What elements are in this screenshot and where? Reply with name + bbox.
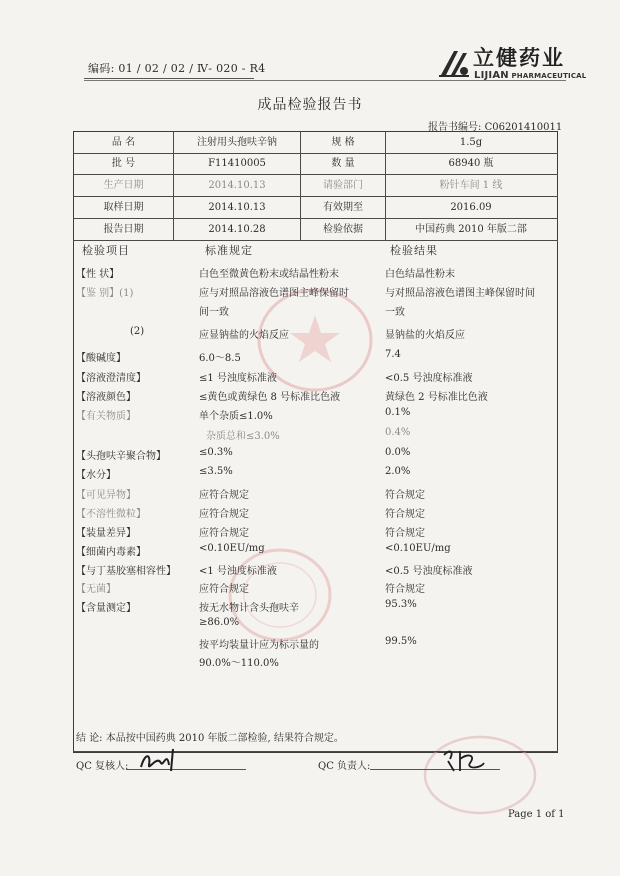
- test-result: 0.0%: [385, 447, 411, 458]
- test-standard: 单个杂质≤1.0%: [199, 411, 273, 422]
- test-item-label: 【可见异物】: [76, 490, 136, 501]
- column-header-standard: 标准规定: [205, 244, 253, 257]
- test-standard: ≤1 号浊度标准液: [199, 373, 277, 384]
- info-value: 68940 瓶: [448, 158, 494, 169]
- test-item-label: 【鉴 别】(1): [76, 288, 134, 299]
- header-divider: [84, 80, 566, 81]
- document-code: 编码: 01 / 02 / 02 / Ⅳ- 020 - R4: [88, 62, 266, 75]
- test-item-label: 【不溶性微粒】: [76, 509, 146, 520]
- info-value: 2014.10.28: [208, 224, 266, 235]
- test-standard: ≤0.3%: [199, 447, 233, 458]
- test-item-label: 【溶液颜色】: [76, 392, 136, 403]
- test-item-label: 【性 状】: [76, 269, 120, 280]
- test-standard: 90.0%～110.0%: [199, 658, 279, 669]
- column-header-item: 检验项目: [82, 244, 130, 257]
- info-value: 1.5g: [459, 137, 483, 148]
- test-standard: 应显钠盐的火焰反应: [199, 330, 289, 341]
- test-standard: 应符合规定: [199, 528, 249, 539]
- test-result: 与对照品溶液色谱图主峰保留时间: [385, 288, 535, 299]
- test-result: 99.5%: [385, 636, 417, 647]
- info-label: 规 格: [331, 137, 355, 148]
- test-item-label: 【溶液澄清度】: [76, 373, 146, 384]
- test-result: 2.0%: [385, 466, 411, 477]
- info-value: 2014.10.13: [208, 202, 266, 213]
- test-result: 符合规定: [385, 490, 425, 501]
- document-code-underline: [84, 78, 254, 79]
- test-item-label: 【水分】: [76, 470, 116, 481]
- info-label: 生产日期: [103, 180, 144, 191]
- page-number: Page 1 of 1: [508, 809, 565, 820]
- test-result: 一致: [385, 307, 405, 318]
- info-row-divider: [73, 240, 558, 241]
- info-label: 数 量: [331, 158, 355, 169]
- test-standard: ≤3.5%: [199, 466, 233, 477]
- test-standard: 按无水物计含头孢呋辛: [199, 603, 299, 614]
- info-value: 2014.10.13: [208, 180, 266, 191]
- test-standard: ≤黄色或黄绿色 8 号标准比色液: [199, 392, 341, 403]
- qc-reviewer-signature: [135, 745, 185, 775]
- test-standard: 间一致: [199, 307, 229, 318]
- conclusion-text: 结 论: 本品按中国药典 2010 年版二部检验, 结果符合规定。: [76, 733, 344, 744]
- test-item-label: 【含量测定】: [76, 603, 136, 614]
- qc-reviewer-label: QC 复核人:: [76, 761, 129, 772]
- inspection-seal-stamp: [225, 545, 335, 645]
- info-label: 检验依据: [323, 224, 363, 235]
- info-label: 有效期至: [323, 202, 363, 213]
- test-item-label: 【与丁基胶塞相容性】: [76, 566, 176, 577]
- test-result: 符合规定: [385, 509, 425, 520]
- test-item-label: 【有关物质】: [76, 411, 136, 422]
- info-value: 粉针车间 1 线: [439, 180, 503, 191]
- info-label: 品 名: [111, 137, 136, 148]
- test-result: 0.4%: [385, 427, 411, 438]
- test-standard: 杂质总和≤3.0%: [206, 431, 280, 442]
- test-standard: 应符合规定: [199, 509, 249, 520]
- company-name-en-suffix: PHARMACEUTICAL: [508, 72, 587, 80]
- test-standard: 应符合规定: [199, 490, 249, 501]
- test-standard: 应与对照品溶液色谱图主峰保留时: [199, 288, 349, 299]
- test-result: 黄绿色 2 号标准比色液: [385, 392, 488, 403]
- company-name-cn: 立健药业: [473, 46, 565, 70]
- info-label: 报告日期: [103, 224, 144, 235]
- test-result: <0.5 号浊度标准液: [385, 566, 473, 577]
- test-result: <0.10EU/mg: [385, 543, 451, 554]
- test-standard: 6.0～8.5: [199, 353, 241, 364]
- qc-responsible-signature: [440, 745, 488, 775]
- document-title: 成品检验报告书: [257, 97, 363, 113]
- test-standard: ≥86.0%: [199, 617, 240, 628]
- test-result: 7.4: [385, 349, 401, 360]
- column-header-result: 检验结果: [390, 244, 438, 257]
- test-item-label: 【细菌内毒素】: [76, 547, 146, 558]
- info-value: 2016.09: [450, 202, 492, 213]
- info-value: F11410005: [208, 158, 266, 169]
- test-item-label: 【头孢呋辛聚合物】: [76, 451, 166, 462]
- test-result: 显钠盐的火焰反应: [385, 330, 465, 341]
- info-label: 取样日期: [103, 202, 144, 213]
- test-result: 符合规定: [385, 528, 425, 539]
- test-item-label: (2): [130, 326, 145, 337]
- test-standard: 白色至微黄色粉末或结晶性粉末: [199, 269, 339, 280]
- test-item-label: 【酸碱度】: [76, 353, 126, 364]
- qc-responsible-label: QC 负责人:: [318, 761, 371, 772]
- test-item-label: 【无菌】: [76, 584, 116, 595]
- test-result: 95.3%: [385, 599, 417, 610]
- info-value: 注射用头孢呋辛钠: [197, 137, 277, 148]
- company-name-en-main: LIJIAN: [474, 70, 509, 81]
- test-result: 0.1%: [385, 407, 411, 418]
- test-result: 符合规定: [385, 584, 425, 595]
- test-standard: 应符合规定: [199, 584, 249, 595]
- test-standard: <1 号浊度标准液: [199, 566, 277, 577]
- info-label: 请验部门: [323, 180, 363, 191]
- test-standard: 按平均装量计应为标示量的: [199, 640, 319, 651]
- info-label: 批 号: [111, 158, 136, 169]
- test-result: 白色结晶性粉末: [385, 269, 455, 280]
- test-item-label: 【装量差异】: [76, 528, 136, 539]
- test-standard: <0.10EU/mg: [199, 543, 265, 554]
- report-number-label: 报告书编号:: [428, 122, 482, 133]
- info-value: 中国药典 2010 年版二部: [415, 224, 527, 235]
- company-logo-icon: [437, 45, 471, 79]
- report-number-value: C06201410011: [484, 122, 563, 133]
- test-result: <0.5 号浊度标准液: [385, 373, 473, 384]
